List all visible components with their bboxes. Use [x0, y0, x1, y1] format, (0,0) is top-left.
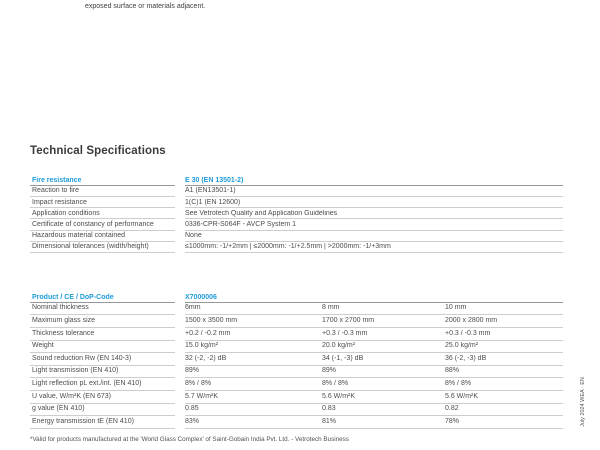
table-row	[30, 197, 563, 208]
value-8mm: 1700 x 2700 mm	[322, 316, 375, 324]
table-row	[30, 366, 563, 379]
value-10mm: +0.3 / -0.3 mm	[445, 329, 491, 337]
table-row	[30, 416, 563, 429]
product-table-dop-code: X7000006	[185, 293, 217, 301]
table-row	[30, 404, 563, 417]
value-10mm: 88%	[445, 367, 460, 375]
value-8mm: 89%	[322, 367, 337, 375]
value-6mm: 0.85	[185, 405, 199, 413]
value-8mm: 81%	[322, 417, 337, 425]
value-8mm: 20.0 kg/m²	[322, 342, 356, 350]
fire-resistance-table	[30, 176, 563, 253]
table-row	[30, 231, 563, 242]
value-10mm: 10 mm	[445, 304, 467, 312]
row-label: U value, W/m²K (EN 673)	[30, 391, 175, 404]
row-value: None	[185, 232, 202, 240]
table-row	[30, 341, 563, 354]
row-value: A1 (EN13501-1)	[185, 187, 236, 195]
value-6mm: 83%	[185, 417, 200, 425]
fire-table-header-row	[30, 176, 563, 186]
footnote: *Valid for products manufactured at the 'World Glass Complex' of Saint-Gobain India Pvt. Ltd. - Vetrotech Business	[30, 436, 349, 443]
value-8mm: +0.3 / -0.3 mm	[322, 329, 368, 337]
row-value: 0336-CPR-S064F - AVCP System 1	[185, 220, 297, 228]
row-label: Weight	[30, 341, 175, 354]
intro-paragraph-fragment: exposed surface or materials adjacent.	[85, 3, 206, 10]
value-10mm: 8% / 8%	[445, 379, 472, 387]
value-10mm: 0.82	[445, 405, 459, 413]
product-dop-table	[30, 293, 563, 429]
table-row	[30, 242, 563, 253]
row-label: Impact resistance	[30, 197, 175, 208]
table-row	[30, 303, 563, 316]
table-row	[30, 328, 563, 341]
row-value: 1(C)1 (EN 12600)	[185, 198, 241, 206]
value-6mm: 89%	[185, 367, 200, 375]
row-label: Hazardous material contained	[30, 231, 175, 242]
value-10mm: 78%	[445, 417, 460, 425]
row-label: Application conditions	[30, 208, 175, 219]
row-label: Maximum glass size	[30, 315, 175, 328]
value-6mm: +0.2 / -0.2 mm	[185, 329, 231, 337]
value-10mm: 2000 x 2800 mm	[445, 316, 498, 324]
value-6mm: 32 (-2, -2) dB	[185, 354, 227, 362]
fire-table-title-value: E 30 (EN 13501-2)	[185, 176, 244, 184]
value-8mm: 8% / 8%	[322, 379, 349, 387]
value-8mm: 34 (-1, -3) dB	[322, 354, 364, 362]
row-label: Light transmission (EN 410)	[30, 366, 175, 379]
table-row	[30, 186, 563, 197]
value-10mm: 36 (-2, -3) dB	[445, 354, 487, 362]
row-label: Reaction to fire	[30, 186, 175, 197]
section-title: Technical Specifications	[30, 145, 166, 157]
row-label: Thickness tolerance	[30, 328, 175, 341]
value-6mm: 15.0 kg/m²	[185, 342, 219, 350]
row-value: See Vetrotech Quality and Application Guidelines	[185, 209, 338, 217]
product-table-title: Product / CE / DoP-Code	[30, 293, 175, 303]
value-6mm: 6mm	[185, 304, 201, 312]
row-label: Sound reduction Rw (EN 140-3)	[30, 353, 175, 366]
value-6mm: 1500 x 3500 mm	[185, 316, 238, 324]
row-label: g value (EN 410)	[30, 404, 175, 417]
value-8mm: 5.6 W/m²K	[322, 392, 356, 400]
fire-table-title: Fire resistance	[30, 176, 175, 186]
value-8mm: 8 mm	[322, 304, 340, 312]
value-10mm: 25.0 kg/m²	[445, 342, 479, 350]
table-row	[30, 391, 563, 404]
row-label: Dimensional tolerances (width/height)	[30, 242, 175, 253]
row-label: Certificate of constancy of performance	[30, 219, 175, 230]
row-value: ≤1000mm: -1/+2mm | ≤2000mm: -1/+2.5mm | >2000mm: -1/+3mm	[185, 243, 391, 251]
row-label: Energy transmission tE (EN 410)	[30, 416, 175, 429]
value-6mm: 5.7 W/m²K	[185, 392, 219, 400]
row-label: Nominal thickness	[30, 303, 175, 316]
table-row	[30, 315, 563, 328]
table-row	[30, 353, 563, 366]
value-6mm: 8% / 8%	[185, 379, 212, 387]
document-version-side-note: July 2024 WEA · EN	[580, 377, 586, 427]
product-table-header-row	[30, 293, 563, 303]
table-row	[30, 219, 563, 230]
row-label: Light reflection pL ext./int. (EN 410)	[30, 378, 175, 391]
value-10mm: 5.6 W/m²K	[445, 392, 479, 400]
table-row	[30, 208, 563, 219]
value-8mm: 0.83	[322, 405, 336, 413]
table-row	[30, 378, 563, 391]
